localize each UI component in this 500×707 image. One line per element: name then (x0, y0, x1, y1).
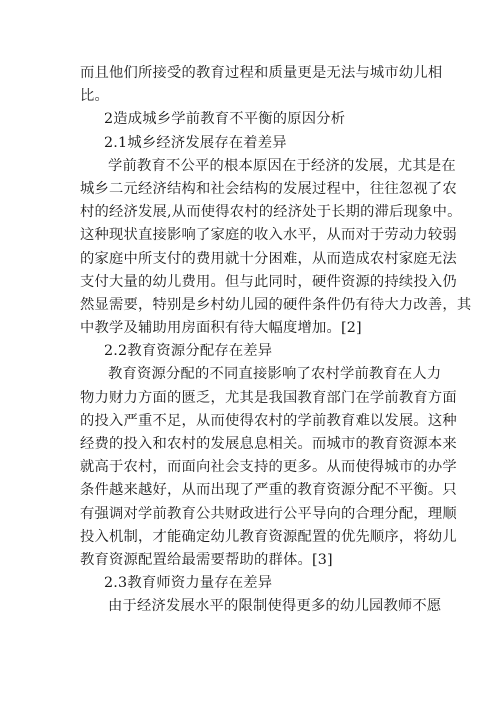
paragraph-line: 的投入严重不足，从而使得农村的学前教育难以发展。这种 (80, 412, 457, 429)
paragraph-line: 物力财力方面的匮乏，尤其是我国教育部门在学前教育方面 (80, 389, 457, 406)
paragraph-line: 城乡二元经济结构和社会结构的发展过程中，往往忽视了农 (80, 180, 457, 197)
subsection-heading: 2.3教育师资力量存在差异 (104, 575, 273, 592)
paragraph-line: 学前教育不公平的根本原因在于经济的发展，尤其是在 (108, 157, 456, 174)
paragraph-line: 村的经济发展,从而使得农村的经济处于长期的滞后现象中。 (80, 204, 462, 221)
subsection-heading: 2.1城乡经济发展存在着差异 (104, 134, 287, 151)
paragraph-line: 由于经济发展水平的限制使得更多的幼儿园教师不愿 (108, 598, 442, 615)
paragraph-line: 条件越来越好，从而出现了严重的教育资源分配不平衡。只 (80, 482, 457, 499)
paragraph-line: 投入机制，才能确定幼儿教育资源配置的优先顺序，将幼儿 (80, 528, 457, 545)
paragraph-line: 教育资源分配的不同直接影响了农村学前教育在人力 (108, 366, 442, 383)
paragraph-line: 有强调对学前教育公共财政进行公平导向的合理分配，理顺 (80, 505, 457, 522)
paragraph-line: 比。 (80, 88, 109, 105)
paragraph-line: 中教学及辅助用房面积有待大幅度增加。[2] (80, 320, 362, 337)
paragraph-line: 而且他们所接受的教育过程和质量更是无法与城市幼儿相 (80, 65, 443, 81)
paragraph-line: 然显需要，特别是乡村幼儿园的硬件条件仍有待大力改善，其 (80, 296, 472, 313)
section-heading: 2造成城乡学前教育不平衡的原因分析 (104, 111, 346, 128)
subsection-heading: 2.2教育资源分配存在差异 (104, 343, 273, 360)
paragraph-line: 经费的投入和农村的发展息息相关。而城市的教育资源本来 (80, 436, 457, 452)
paragraph-line: 这种现状直接影响了家庭的收入水平，从而对于劳动力较弱 (80, 227, 457, 244)
paragraph-line: 的家庭中所支付的费用就十分困难，从而造成农村家庭无法 (80, 250, 457, 267)
paragraph-line: 支付大量的幼儿费用。但与此同时，硬件资源的持续投入仍 (80, 273, 457, 290)
document-page (80, 62, 472, 619)
paragraph-line: 就高于农村，而面向社会支持的更多。从而使得城市的办学 (80, 459, 457, 476)
paragraph-line: 教育资源配置给最需要帮助的群体。[3] (80, 551, 333, 568)
